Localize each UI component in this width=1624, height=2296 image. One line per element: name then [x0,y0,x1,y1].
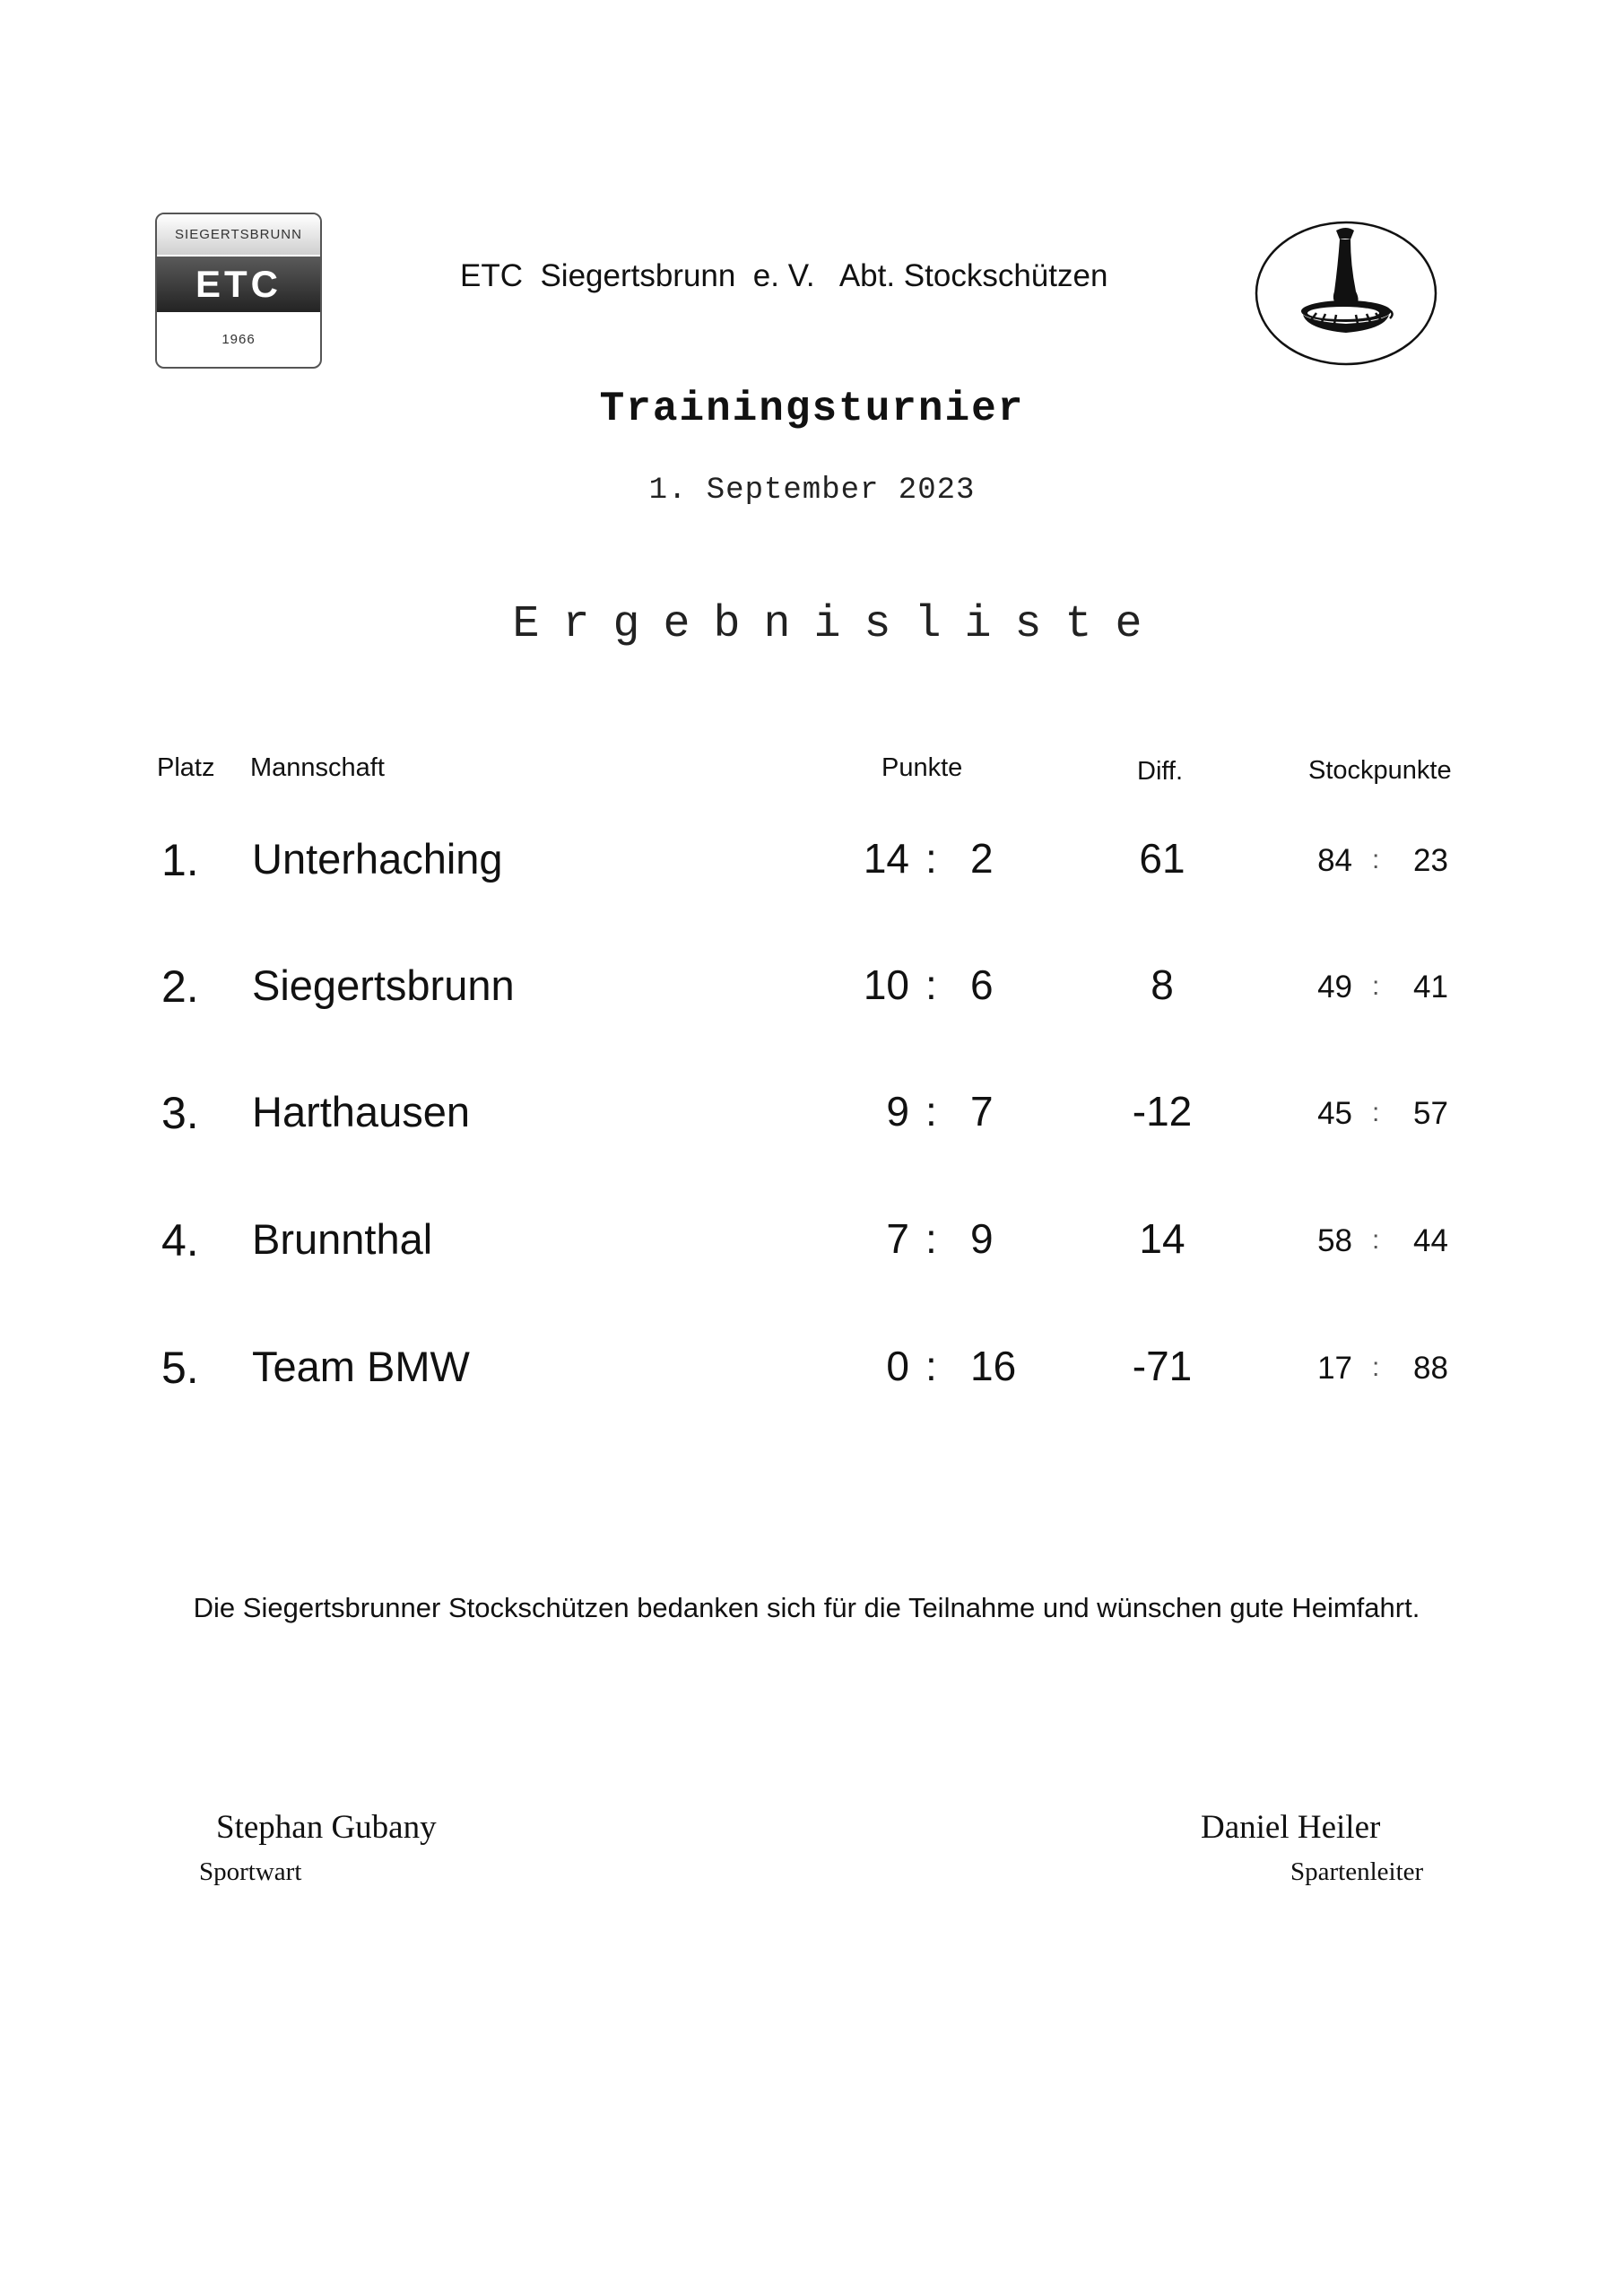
row-team: Team BMW [252,1343,470,1390]
row-team: Brunnthal [252,1215,433,1263]
header-diff: Diff. [1137,757,1184,786]
row-points-against: 7 [970,1088,994,1135]
row-team: Harthausen [252,1088,470,1135]
row-diff: 8 [1151,961,1174,1008]
table-row [0,1342,1624,1405]
row-points-separator: : [925,961,937,1008]
row-diff: 61 [1139,835,1185,882]
row-points-separator: : [925,1215,937,1262]
row-points-separator: : [925,1088,937,1135]
row-points-for: 9 [886,1088,909,1135]
row-stock-separator: : [1372,1225,1380,1255]
stock-icon [1254,220,1438,367]
row-stock-for: 58 [1317,1223,1352,1258]
row-points-separator: : [925,1343,937,1389]
logo-middle-text: ETC [157,257,320,312]
row-points-against: 16 [970,1343,1017,1389]
row-stock-separator: : [1372,845,1380,874]
row-rank: 1. [161,835,199,885]
signature-right-name: Daniel Heiler [1201,1809,1381,1846]
signature-left-name: Stephan Gubany [216,1809,437,1846]
organization-name: ETC Siegertsbrunn e. V. Abt. Stockschützen [460,258,1108,293]
signature-right-role: Spartenleiter [1290,1857,1424,1886]
row-stock-for: 17 [1317,1351,1352,1386]
results-heading: Ergebnisliste [512,599,1166,650]
row-stock-against: 57 [1413,1096,1448,1131]
row-stock-separator: : [1372,971,1380,1001]
row-diff: 14 [1139,1215,1185,1262]
row-points-against: 2 [970,835,994,882]
row-points-for: 7 [886,1215,909,1262]
row-stock-for: 49 [1317,970,1352,1004]
row-rank: 4. [161,1215,199,1265]
row-diff: -71 [1132,1343,1193,1389]
row-diff: -12 [1132,1088,1193,1135]
table-row [0,1214,1624,1277]
header-team: Mannschaft [250,753,385,782]
header-rank: Platz [157,753,215,782]
row-stock-against: 23 [1413,843,1448,878]
row-points-for: 0 [886,1343,909,1389]
row-stock-against: 41 [1413,970,1448,1004]
row-stock-against: 88 [1413,1351,1448,1386]
row-rank: 5. [161,1343,199,1393]
row-team: Siegertsbrunn [252,961,515,1009]
row-rank: 2. [161,961,199,1012]
etc-logo [155,213,322,369]
row-points-against: 6 [970,961,994,1008]
row-stock-separator: : [1372,1352,1380,1382]
header-stockpoints: Stockpunkte [1308,756,1452,785]
row-points-separator: : [925,835,937,882]
row-stock-separator: : [1372,1098,1380,1127]
closing-message: Die Siegertsbrunner Stockschützen bedanken sich für die Teilnahme und wünschen gute Heimfahrt. [193,1592,1420,1623]
table-row [0,834,1624,897]
tournament-date: 1. September 2023 [648,474,976,508]
table-row [0,1087,1624,1150]
logo-year-text: 1966 [221,332,256,347]
row-points-for: 14 [863,835,909,882]
header-points: Punkte [881,753,963,782]
logo-top-text: SIEGERTSBRUNN [157,214,320,255]
row-stock-against: 44 [1413,1223,1448,1258]
row-rank: 3. [161,1088,199,1138]
row-points-against: 9 [970,1215,994,1262]
tournament-title: Trainingsturnier [599,386,1025,432]
row-points-for: 10 [863,961,909,1008]
signature-left-role: Sportwart [199,1857,302,1886]
row-team: Unterhaching [252,835,503,883]
row-stock-for: 45 [1317,1096,1352,1131]
row-stock-for: 84 [1317,843,1352,878]
table-row [0,961,1624,1023]
